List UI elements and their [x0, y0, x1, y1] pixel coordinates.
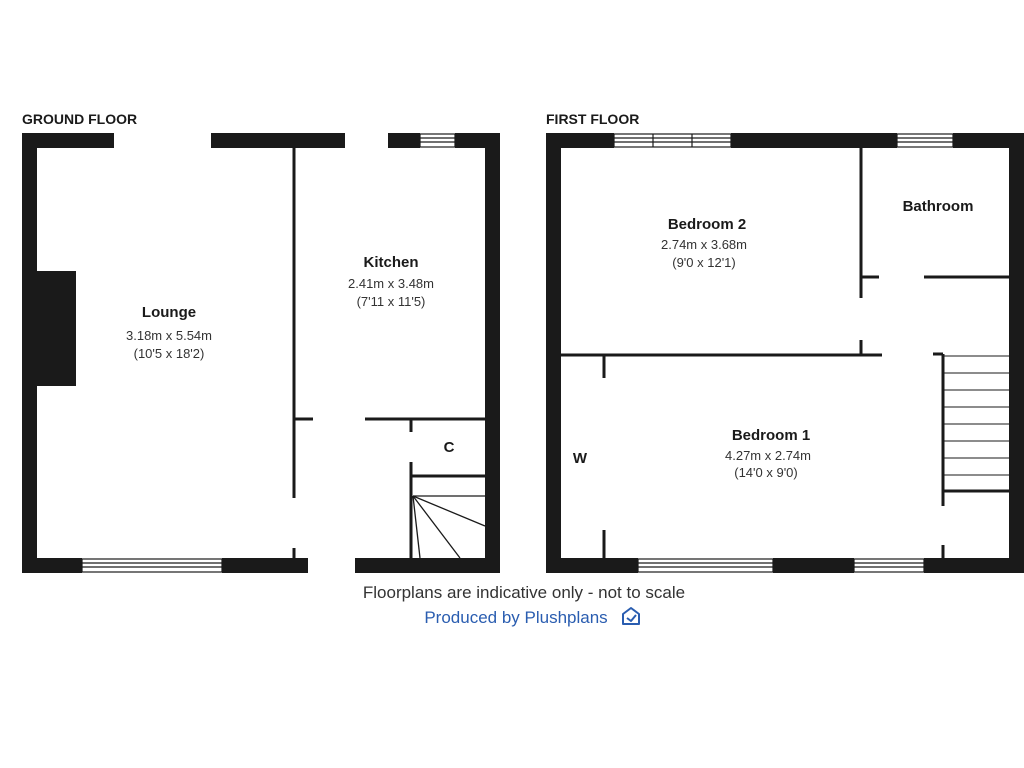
landing-window	[854, 559, 924, 572]
bathroom-window	[897, 134, 953, 147]
lounge-metric: 3.18m x 5.54m	[126, 328, 212, 343]
kitchen-name: Kitchen	[363, 254, 419, 271]
chimney-breast	[37, 271, 76, 386]
bedroom-2-window	[614, 134, 731, 147]
kitchen-metric: 2.41m x 3.48m	[348, 276, 434, 291]
lounge-window	[82, 559, 222, 572]
cupboard-label: C	[443, 439, 455, 456]
ground-floor-title: GROUND FLOOR	[22, 111, 138, 127]
kitchen-window	[420, 134, 455, 147]
credit-text: Produced by Plushplans	[424, 608, 608, 627]
bathroom-name: Bathroom	[902, 198, 974, 215]
plushplans-logo-icon	[623, 608, 639, 624]
bedroom-1-metric: 4.27m x 2.74m	[725, 448, 811, 463]
ground-floor-stairs	[413, 496, 485, 558]
ground-floor-plan	[22, 111, 500, 573]
bedroom-2-imperial: (9'0 x 12'1)	[672, 255, 736, 270]
kitchen-imperial: (7'11 x 11'5)	[356, 294, 426, 309]
ground-floor-outer-walls	[22, 133, 500, 573]
lounge-name: Lounge	[141, 304, 197, 321]
bedroom-2-name: Bedroom 2	[667, 216, 747, 233]
first-floor-title: FIRST FLOOR	[546, 111, 640, 127]
bedroom-1-window	[638, 559, 773, 572]
bedroom-2-metric: 2.74m x 3.68m	[661, 237, 747, 252]
wardrobe-label: W	[572, 450, 588, 467]
first-floor-stairs	[943, 356, 1009, 475]
lounge-imperial: (10'5 x 18'2)	[133, 346, 205, 361]
bedroom-1-imperial: (14'0 x 9'0)	[734, 465, 798, 480]
bedroom-1-name: Bedroom 1	[731, 427, 811, 444]
first-floor-plan	[546, 111, 1024, 573]
disclaimer-text: Floorplans are indicative only - not to scale	[362, 583, 686, 602]
